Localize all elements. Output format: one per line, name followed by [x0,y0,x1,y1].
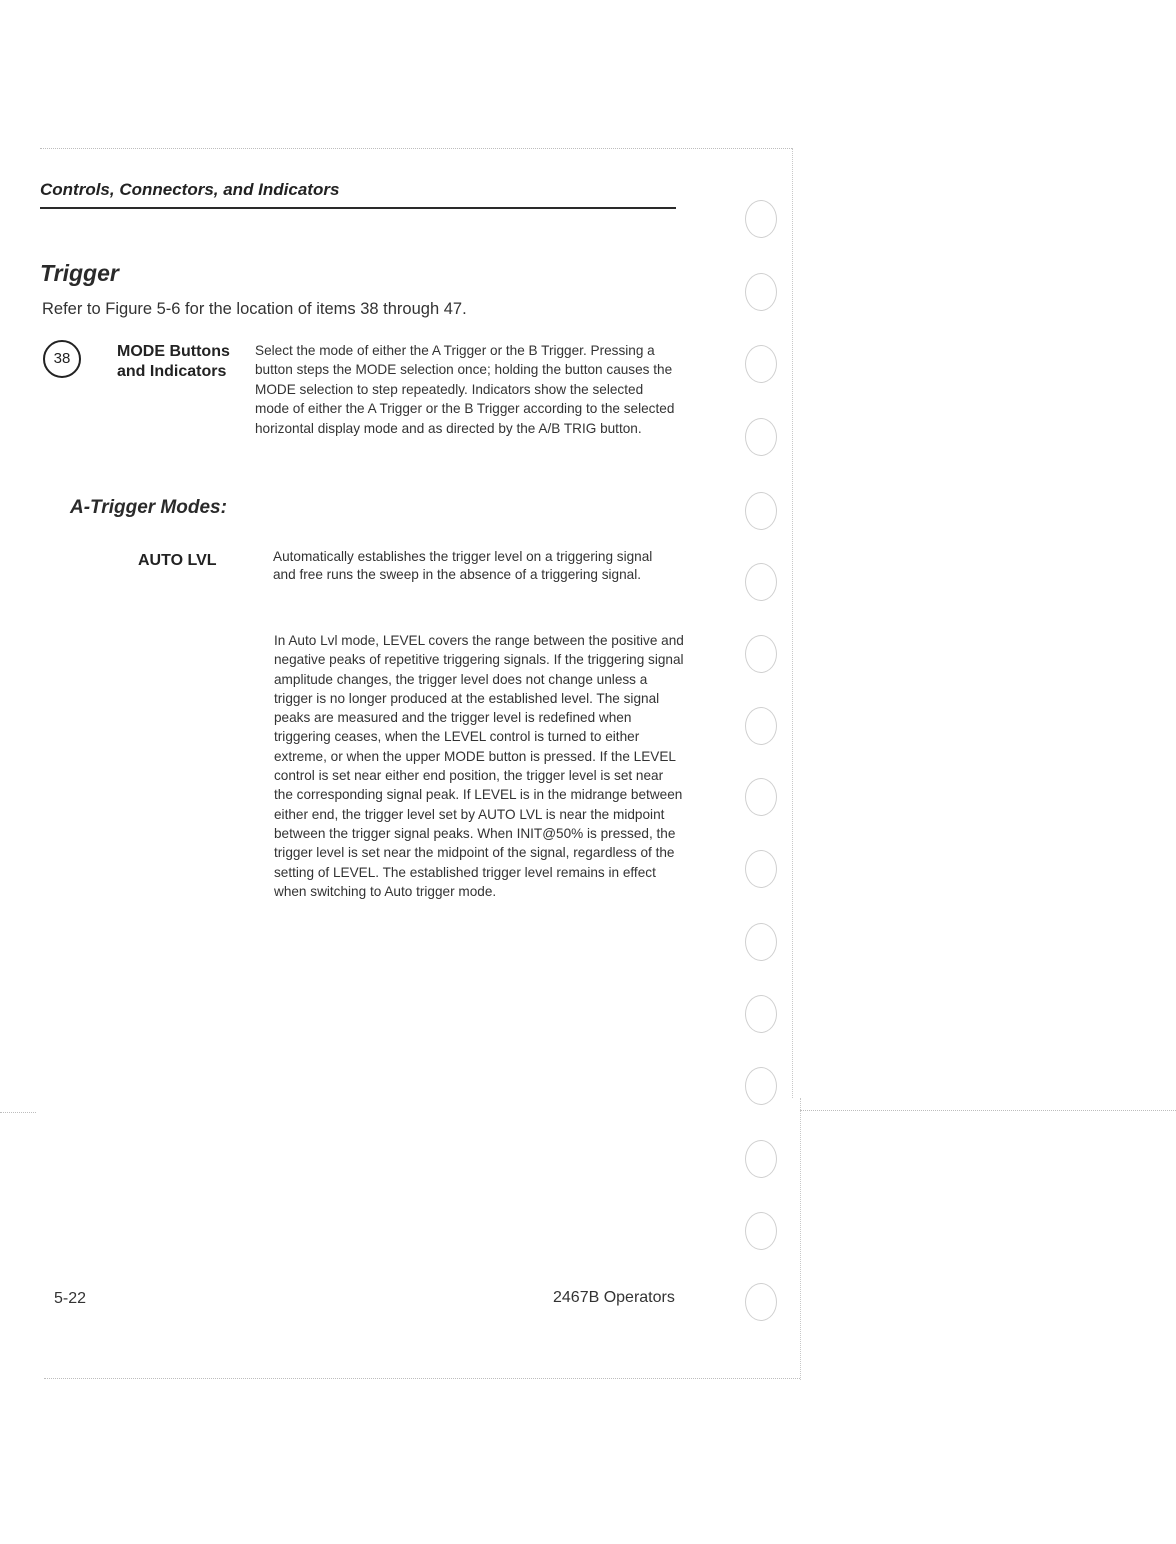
control-description: Select the mode of either the A Trigger or the B Trigger. Pressing a button steps the MODE selection once; holding the button causes the MODE selection to step repeatedly. Indicators show the selected mode of either the A Trigger or the B Trigger according to the selected horizontal display mode and as directed by the A/B TRIG button. [255,343,675,436]
manual-title: 2467B Operators [553,1289,675,1306]
page-number: 5-22 [54,1290,87,1307]
binder-hole [745,995,777,1033]
binder-hole [745,923,777,961]
binder-hole [745,1283,777,1321]
mode-description: Automatically establishes the trigger level on a triggering signal and free runs the sweep in the absence of a triggering signal. [273,549,653,582]
page-right-edge-lower [800,1098,801,1380]
binder-hole [745,850,777,888]
mode-detail-paragraph: In Auto Lvl mode, LEVEL covers the range between the positive and negative peaks of repetitive triggering signals. If the triggering signal amplitude changes, the trigger level does not change unless a trigger is no longer produced at the established level. The signal peaks are measured and the trigger level is redefined when triggering ceases, when the LEVEL control is turned to either extreme, or when the upper MODE button is pressed. If the LEVEL control is set near either end position, the trigger level is set near the corresponding signal peak. If LEVEL is in the midrange between either end, the trigger level set by AUTO LVL is near the midpoint between the trigger signal peaks. When INIT@50% is pressed, the trigger level is set near the midpoint of the signal, regardless of the setting of LEVEL. The established trigger level remains in effect when switching to Auto trigger mode. [274,633,684,899]
mode-name: AUTO LVL [138,552,217,569]
page-top-edge [40,148,792,149]
binder-hole [745,1067,777,1105]
binder-hole [745,345,777,383]
binder-hole [745,492,777,530]
binder-hole [745,778,777,816]
section-title: Trigger [40,260,119,286]
binder-hole [745,707,777,745]
binder-hole [745,1212,777,1250]
callout-number-badge: 38 [43,340,81,378]
header-rule [40,207,676,209]
control-name: MODE Buttons and Indicators [117,343,230,380]
running-head: Controls, Connectors, and Indicators [40,180,340,199]
binder-hole [745,563,777,601]
binder-hole [745,273,777,311]
page-bottom-edge [44,1378,800,1379]
binder-hole [745,635,777,673]
binder-hole [745,1140,777,1178]
subsection-title: A-Trigger Modes: [70,497,227,518]
page-right-edge [792,148,793,1098]
background-edge [800,1110,1176,1111]
binder-hole [745,200,777,238]
section-intro: Refer to Figure 5-6 for the location of items 38 through 47. [42,300,467,318]
left-edge-mark [0,1112,36,1113]
binder-hole [745,418,777,456]
